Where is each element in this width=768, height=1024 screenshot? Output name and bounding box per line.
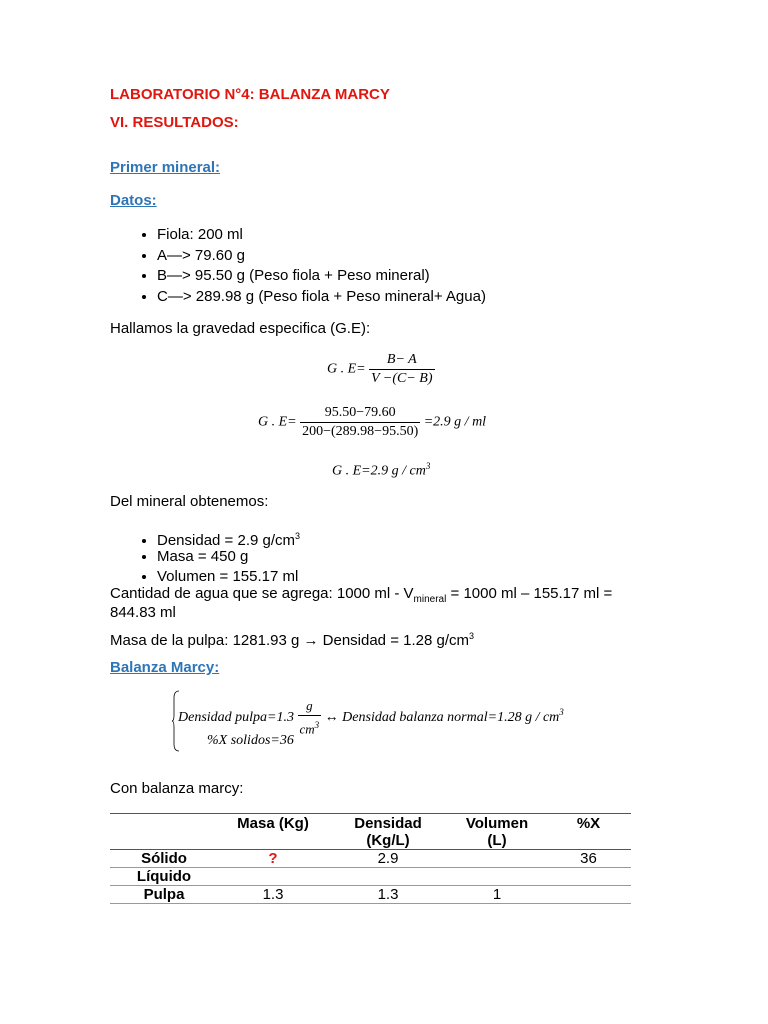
system-rhs-sup: 3 <box>559 707 564 718</box>
table-cell: ? <box>218 850 328 868</box>
system-lhs: Densidad pulpa=1.3 <box>178 709 294 725</box>
list-item-superscript: 3 <box>295 531 301 541</box>
system-rhs: Densidad balanza normal=1.28 g / cm <box>342 709 560 725</box>
table-cell: 1 <box>448 886 546 904</box>
masa-pulpa-part1: Masa de la pulpa: 1281.93 g <box>110 632 300 649</box>
table-header-cell <box>328 814 448 850</box>
system-line-1 <box>178 698 564 737</box>
balanza-marcy-heading: Balanza Marcy: <box>110 659 220 676</box>
table-header-cell <box>448 814 546 850</box>
formula-denominator: V −(C− B) <box>371 371 433 386</box>
formula-ge-result <box>332 461 430 480</box>
table-header-cell: Masa (Kg) <box>218 814 328 850</box>
list-item <box>157 547 300 568</box>
system-frac-den <box>298 716 322 737</box>
cantidad-part2: = 1000 ml – 155.17 ml = <box>446 585 613 602</box>
formula-superscript: 3 <box>425 461 431 471</box>
system-frac-num: g <box>298 698 322 716</box>
table-cell <box>328 868 448 886</box>
formula-text: G . E=2.9 g / cm <box>332 463 426 479</box>
con-balanza-text: Con balanza marcy: <box>110 780 244 797</box>
cantidad-subscript: mineral <box>413 594 447 605</box>
formula-numerator: B− A <box>369 352 434 370</box>
document-title: LABORATORIO N°4: BALANZA MARCY <box>110 86 390 103</box>
table-cell: 1.3 <box>328 886 448 904</box>
list-item <box>157 526 300 547</box>
table-cell <box>546 868 631 886</box>
formula-fraction <box>300 405 420 440</box>
results-table <box>110 813 631 904</box>
mineral-list <box>133 526 300 588</box>
table-cell <box>546 886 631 904</box>
cantidad-agua-text <box>110 585 612 605</box>
header-volumen: Volumen (L) <box>465 815 529 849</box>
list-item: • Fiola: 200 ml <box>157 225 486 246</box>
system-frac-den-text: cm <box>299 721 315 737</box>
table-cell: 36 <box>546 850 631 868</box>
double-arrow-icon: ↔ <box>324 709 339 725</box>
table-cell: 2.9 <box>328 850 448 868</box>
formula-ge-general <box>327 352 435 387</box>
formula-lhs: G . E= <box>258 414 297 430</box>
cantidad-agua-result: 844.83 ml <box>110 604 176 621</box>
datos-list <box>133 225 486 307</box>
cantidad-part1: Cantidad de agua que se agrega: 1000 ml - V <box>110 585 414 602</box>
del-mineral-text: Del mineral obtenemos: <box>110 493 269 510</box>
list-item-text: Densidad = 2.9 g/cm <box>157 532 295 549</box>
list-item: • C—> 289.98 g (Peso fiola + Peso mineral+ Agua) <box>157 287 486 308</box>
formula-denominator: 200−(289.98−95.50) <box>302 424 419 439</box>
list-item: • A—> 79.60 g <box>157 246 486 267</box>
list-item: • B—> 95.50 g (Peso fiola + Peso mineral) <box>157 266 486 287</box>
formula-numerator: 95.50−79.60 <box>300 405 420 423</box>
table-row <box>110 868 631 886</box>
system-fraction <box>298 698 322 737</box>
system-frac-den-sup: 3 <box>314 720 320 730</box>
primer-mineral-heading: Primer mineral: <box>110 159 221 176</box>
table-header-cell <box>110 814 218 850</box>
table-header-cell: %X <box>546 814 631 850</box>
masa-pulpa-text <box>110 631 474 649</box>
formula-lhs: G . E= <box>327 361 366 377</box>
table-header-row <box>110 814 631 850</box>
datos-heading: Datos: <box>110 192 157 209</box>
masa-pulpa-superscript: 3 <box>469 631 475 641</box>
masa-pulpa-part2: Densidad = 1.28 g/cm <box>318 632 469 649</box>
hallamos-text: Hallamos la gravedad especifica (G.E): <box>110 320 371 337</box>
header-densidad: Densidad (Kg/L) <box>354 815 422 849</box>
table-cell: 1.3 <box>218 886 328 904</box>
table-row-label: Pulpa <box>110 886 218 904</box>
formula-ge-values <box>258 405 486 440</box>
table-cell <box>218 868 328 886</box>
formula-fraction <box>369 352 434 387</box>
table-row <box>110 850 631 868</box>
table-row-label: Sólido <box>110 850 218 868</box>
list-item-text: Masa = 450 g <box>157 547 249 565</box>
system-line-2: %X solidos=36 <box>207 733 294 748</box>
table-cell <box>448 850 546 868</box>
formula-result: =2.9 g / ml <box>423 414 487 430</box>
table-row <box>110 886 631 904</box>
right-arrow-icon: → <box>303 632 319 649</box>
table-row-label: Líquido <box>110 868 218 886</box>
table-cell <box>448 868 546 886</box>
list-item-text: Volumen = 155.17 ml <box>157 568 299 585</box>
section-heading: VI. RESULTADOS: <box>110 114 239 131</box>
